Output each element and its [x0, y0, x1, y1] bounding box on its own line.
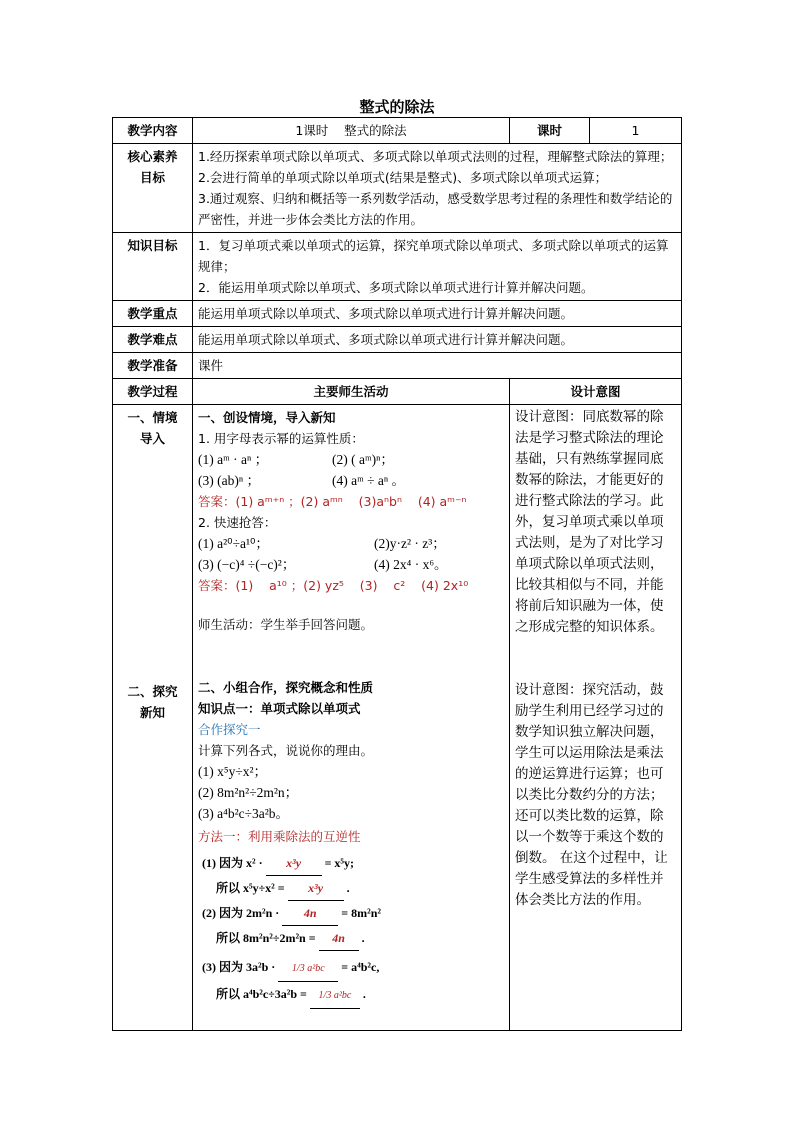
knowledge-point: 知识点一：单项式除以单项式 [198, 701, 361, 716]
step-2: 所以 x⁵y÷x² = x³y . [198, 876, 504, 901]
content-value: 1课时 整式的除法 [193, 118, 510, 144]
difficulty-value: 能运用单项式除以单项式、多项式除以单项式进行计算并解决问题。 [193, 327, 682, 353]
q1-text: 1. 用字母表示幂的运算性质： [198, 431, 364, 446]
q2-text: 2. 快速抢答： [198, 515, 277, 530]
q2-row-1: (1) a²⁰÷a¹⁰； (2)y·z² · z³； [198, 536, 446, 551]
exercise-1: (1) x⁵y÷x²； [198, 764, 268, 779]
stage-2: 二、探究新知 [127, 684, 178, 720]
q1-row-2: (3) (ab)ⁿ ； (4) aᵐ ÷ aⁿ 。 [198, 473, 405, 488]
q2-answer: 答案：(1) a¹⁰ ；(2) yz⁵ (3) c² (4) 2x¹⁰ [198, 578, 469, 593]
step-5: (3) 因为 3a²b · 1/3 a²bc = a⁴b²c, [198, 955, 504, 982]
answer-blank: 1/3 a²bc [278, 957, 338, 982]
intent-column [510, 405, 682, 1031]
key-point-value: 能运用单项式除以单项式、多项式除以单项式进行计算并解决问题。 [193, 301, 682, 327]
exercise-2: (2) 8m²n²÷2m²n； [198, 785, 299, 800]
explore-prompt: 计算下列各式，说说你的理由。 [198, 743, 374, 758]
step-1: (1) 因为 x² · x³y = x⁵y; [198, 851, 504, 876]
stage-column [113, 405, 193, 1031]
lesson-plan-table [112, 117, 682, 1031]
content-label: 教学内容 [113, 118, 193, 144]
method-title: 方法一：利用乘除法的互逆性 [198, 829, 361, 844]
activity-note: 师生活动：学生举手回答问题。 [198, 617, 374, 632]
method-steps [198, 851, 504, 1009]
goal-3: 3.通过观察、归纳和概括等一系列数学活动，感受数学思考过程的条理性和数学结论的严密性，并进一步体会类比方法的作用。 [198, 191, 673, 227]
difficulty-label: 教学难点 [113, 327, 193, 353]
answer-blank: x³y [288, 876, 344, 901]
step-4: 所以 8m²n²÷2m²n = 4n . [198, 926, 504, 951]
prep-value: 课件 [193, 353, 682, 379]
q1-row-1: (1) aᵐ · aⁿ ； (2) ( aᵐ)ⁿ； [198, 452, 394, 467]
intent-2: 设计意图：探究活动，鼓励学生利用已经学习过的数学知识独立解决问题，学生可以运用除法是乘法的逆运算进行运算；也可以类比分数约分的方法；还可以类比数的运算，除以一个数等于乘这个数的倒数。 在这个过程中，让学生感受算法的多样性并体会类比方法的作用。 [515, 682, 668, 908]
goals-label: 核心素养 目标 [113, 144, 193, 233]
q1-answer: 答案：(1) aᵐ⁺ⁿ ；(2) aᵐⁿ (3)aⁿbⁿ (4) aᵐ⁻ⁿ [198, 494, 467, 509]
answer-blank: 4n [319, 926, 359, 951]
activities-column [193, 405, 510, 1031]
key-point-label: 教学重点 [113, 301, 193, 327]
knowledge-content: 1．复习单项式乘以单项式的运算，探究单项式除以单项式、多项式除以单项式的运算规律； 2．能运用单项式除以单项式、多项式除以单项式进行计算并解决问题。 [193, 233, 682, 301]
exercise-3: (3) a⁴b²c÷3a²b。 [198, 806, 290, 821]
row-process-header [113, 379, 682, 405]
step-6: 所以 a⁴b²c÷3a²b = 1/3 a²bc . [198, 982, 504, 1009]
goals-content [193, 144, 682, 233]
stage-1: 一、情境导入 [127, 410, 178, 446]
answer-blank: x³y [266, 851, 322, 876]
section2-heading: 二、小组合作，探究概念和性质 [198, 680, 374, 695]
page-title: 整式的除法 [359, 98, 435, 116]
period-value: 1 [590, 118, 682, 144]
period-label: 课时 [510, 118, 590, 144]
answer-blank: 1/3 a²bc [310, 984, 360, 1009]
prep-label: 教学准备 [113, 353, 193, 379]
intent-header: 设计意图 [510, 379, 682, 405]
row-goals [113, 144, 682, 233]
row-key-point [113, 301, 682, 327]
row-content [113, 118, 682, 144]
q2-row-2: (3) (−c)⁴ ÷(−c)²； (4) 2x⁴ · x⁶。 [198, 557, 448, 572]
intent-1: 设计意图：同底数幂的除法是学习整式除法的理论基础，只有熟练掌握同底数幂的除法，才能更好的进行整式除法的学习。此外，复习单项式乘以单项式法则，是为了对比学习单项式除以单项式法则，比较其相似与不同，并能将前后知识融为一体，使之形成完整的知识体系。 [515, 409, 664, 635]
goal-1: 1.经历探索单项式除以单项式、多项式除以单项式法则的过程，理解整式除法的算理； [198, 149, 673, 164]
process-label: 教学过程 [113, 379, 193, 405]
row-difficulty [113, 327, 682, 353]
step-3: (2) 因为 2m²n · 4n = 8m²n² [198, 901, 504, 926]
section1-heading: 一、创设情境，导入新知 [198, 410, 336, 425]
answer-blank: 4n [282, 901, 338, 926]
row-process-body [113, 405, 682, 1031]
activity-header: 主要师生活动 [193, 379, 510, 405]
row-knowledge [113, 233, 682, 301]
explore-title: 合作探究一 [198, 722, 261, 737]
goal-2: 2.会进行简单的单项式除以单项式(结果是整式)、多项式除以单项式运算； [198, 170, 608, 185]
row-prep [113, 353, 682, 379]
knowledge-label: 知识目标 [113, 233, 193, 301]
